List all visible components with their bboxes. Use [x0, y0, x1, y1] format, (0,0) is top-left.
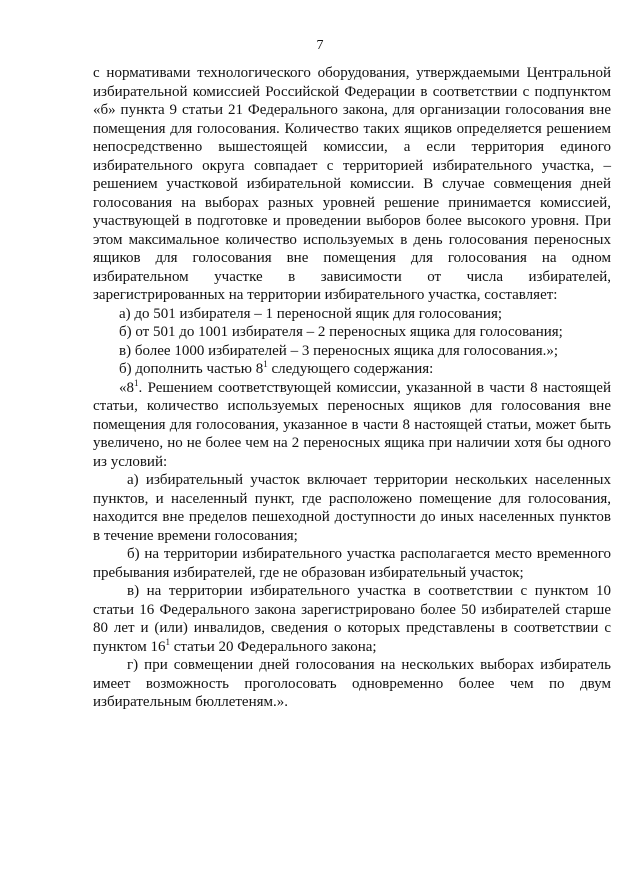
- condition-g: г) при совмещении дней голосования на нескольких выборах избиратель имеет возможность проголосовать одновременно более чем по двум избирательным бюллетеням.».: [93, 657, 611, 710]
- part-8-1-number: «8: [119, 379, 134, 396]
- part-8-1: [93, 379, 611, 472]
- amendment-intro-text: б) дополнить частью 8: [119, 361, 264, 377]
- condition-b: б) на территории избирательного участка располагается место временного пребывания избирателей, где не образован избирательный участок;: [93, 546, 611, 581]
- condition-v-text: в) на территории избирательного участка в соответствии с пунктом 10 статьи 16 Федерального закона зарегистрировано более 50 избирателей старше 80 лет и (или) инвалидов, сведения о которых представлены в соответствии с пунктом 16: [93, 583, 611, 655]
- condition-a: а) избирательный участок включает территории нескольких населенных пунктов, и населенный пункт, где расположено помещение для голосования, находится вне пределов пешеходной доступности до иных населенных пунктов в течение времени голосования;: [93, 472, 611, 544]
- page-number: 7: [316, 38, 324, 53]
- superscript: 1: [263, 359, 268, 369]
- list-item-v: в) более 1000 избирателей – 3 переносных ящика для голосования.»;: [119, 342, 559, 359]
- amendment-intro: [93, 360, 611, 379]
- superscript: 1: [165, 636, 170, 647]
- paragraph-ballot-boxes: с нормативами технологического оборудования, утверждаемыми Центральной избирательной комиссией Российской Федерации в соответствии с подпунктом «б» пункта 9 статьи 21 Федерального закона, для организации голосования вне помещения для голосования. Количество таких ящиков определяется решением непосредственно вышестоящей комиссии, а если территория единого избирательного округа совпадает с территорией избирательного участка, – решением участковой избирательной комиссии. В случае совмещения дней голосования на выборах разных уровней решение принимается комиссией, участвующей в подготовке и проведении выборов более высокого уровня. При этом максимальное количество используемых в день голосования переносных ящиков для голосования вне помещения для голосования на одном избирательном участке в зависимости от числа избирателей, зарегистрированных на территории избирательного участка, составляет:: [93, 65, 611, 303]
- superscript: 1: [134, 377, 139, 388]
- condition-v: [93, 582, 611, 656]
- document-body: [93, 64, 611, 712]
- condition-v-tail: статьи 20 Федерального закона;: [169, 638, 377, 655]
- list-item-b: б) от 501 до 1001 избирателя – 2 переносных ящика для голосования;: [119, 324, 563, 340]
- amendment-intro-tail: следующего содержания:: [267, 361, 434, 377]
- part-8-1-text: . Решением соответствующей комиссии, указанной в части 8 настоящей статьи, количество используемых переносных ящиков для голосования вне помещения для голосования, указанное в части 8 настоящей статьи, может быть увеличено, но не более чем на 2 переносных ящика при наличии хотя бы одного из условий:: [93, 379, 611, 470]
- list-item-a: а) до 501 избирателя – 1 переносной ящик для голосования;: [119, 305, 503, 322]
